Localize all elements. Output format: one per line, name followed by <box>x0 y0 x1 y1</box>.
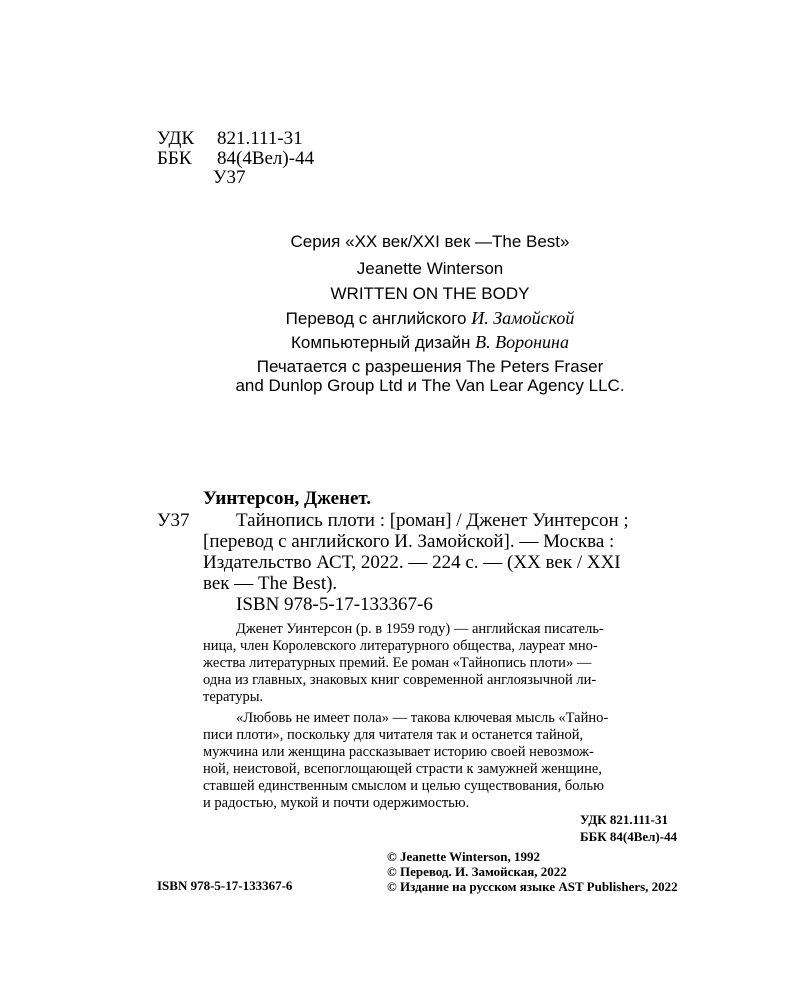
annotation-p2-line-1: «Любовь не имеет пола» — такова ключевая мысль «Тайно- <box>236 710 609 726</box>
annotation-p1-line-1: Дженет Уинтерсон (р. в 1959 году) — английская писатель- <box>236 621 604 637</box>
udk-label: УДК <box>157 128 195 149</box>
annotation-p2-line-2: писи плоти», поскольку для читателя так и останется тайной, <box>203 727 584 743</box>
annotation-p1-line-5: тературы. <box>203 689 264 705</box>
annotation-p1-line-3: жества литературных премий. Ее роман «Тайнопись плоти» — <box>203 655 592 671</box>
series-line: Серия «XX век/XXI век —The Best» <box>290 232 570 251</box>
bib-line-2: [перевод с английского И. Замойской]. — Москва : <box>203 531 615 552</box>
permission-line-1: Печатается с разрешения The Peters Fraser <box>256 357 604 376</box>
copyright-line-3: © Издание на русском языке AST Publishers, 2022 <box>387 879 678 894</box>
annotation-p2-line-6: и радостью, мукой и почти одержимостью. <box>203 795 470 811</box>
bib-isbn: ISBN 978-5-17-133367-6 <box>236 594 433 615</box>
design-prefix: Компьютерный дизайн <box>291 333 476 352</box>
copyright-line-1: © Jeanette Winterson, 1992 <box>387 849 540 864</box>
bib-author-mark: У37 <box>157 510 190 531</box>
bottom-bbk: ББК 84(4Вел)-44 <box>580 829 678 844</box>
annotation-p1-line-4: одна из главных, знаковых книг современной англоязычной ли- <box>203 672 597 688</box>
udk-value: 821.111-31 <box>217 128 303 149</box>
bbk-value: 84(4Вел)-44 <box>217 148 315 169</box>
original-author: Jeanette Winterson <box>356 259 504 278</box>
udk-row <box>157 129 303 149</box>
permission-line-2: and Dunlop Group Ltd и The Van Lear Agency LLC. <box>235 376 625 395</box>
bib-line-4: век — The Best). <box>203 573 338 594</box>
translation-line <box>0 308 800 329</box>
annotation-p1-line-2: ница, член Королевского литературного общества, лауреат мно- <box>203 638 598 654</box>
bbk-label: ББК <box>157 148 192 169</box>
translation-prefix: Перевод с английского <box>285 309 472 328</box>
annotation-p2-line-4: ной, неистовой, всепоглощающей страсти к замужней женщине, <box>203 761 602 777</box>
bottom-udk: УДК 821.111-31 <box>580 812 668 827</box>
annotation-p2-line-5: ставшей единственным смыслом и целью существования, болью <box>203 778 604 794</box>
design-line <box>0 332 800 353</box>
annotation-p2-line-3: мужчина или женщина рассказывает историю своей невозмож- <box>203 744 594 760</box>
original-title: WRITTEN ON THE BODY <box>330 284 530 303</box>
bbk-row <box>157 149 314 169</box>
bib-line-3: Издательство АСТ, 2022. — 224 с. — (XX век / XXI <box>203 552 621 573</box>
footer-isbn: ISBN 978-5-17-133367-6 <box>157 878 293 893</box>
author-mark: У37 <box>213 167 246 188</box>
bib-heading: Уинтерсон, Дженет. <box>203 488 372 509</box>
designer-name: В. Воронина <box>475 332 569 352</box>
translator-name: И. Замойской <box>471 308 575 328</box>
copyright-line-2: © Перевод. И. Замойская, 2022 <box>387 864 567 879</box>
bib-line-1: Тайнопись плоти : [роман] / Дженет Уинтерсон ; <box>236 510 629 531</box>
